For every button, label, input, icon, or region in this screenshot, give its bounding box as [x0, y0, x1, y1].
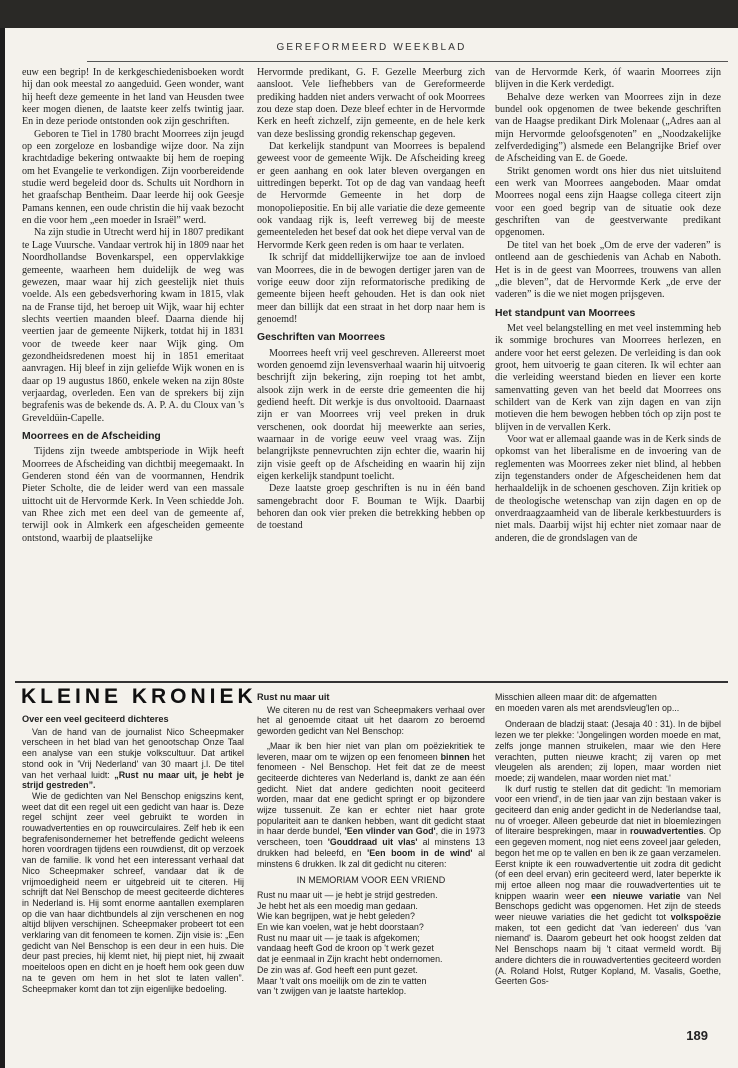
paragraph: Onderaan de bladzij staat: (Jesaja 40 : 31). In de bijbel lezen we ter plekke: 'Jongelingen worden moede en mat, zelfs jonge mannen struikelen, maar wie den Here verachten, putten nieuwe kracht; zij varen op met vleugelen als arenden; zij lopen, maar worden niet moede; zij wandelen, maar worden niet mat.'	[495, 719, 721, 783]
page-number: 189	[686, 1028, 708, 1043]
section-heading: Het standpunt van Moorrees	[495, 307, 636, 319]
header-rule	[87, 61, 728, 62]
paragraph: Wie de gedichten van Nel Benschop enigszins kent, weet dat dit een regel uit een gedicht van haar is. Deze regel schijnt zeer veel gebruikt te worden in rouwadvertenties en op rouwcirculaires. Zelf heb ik een begrafenisondernemer het betreffende gedicht weleens horen voordragen tijdens een rouwdienst, dit op verzoek van de familie. Ik vond het een interessant verhaal dat Nico Scheepmaker schreef, vandaar dat ik de vrijmoedigheid neem er uitgebreid uit te citeren. Hij schrijft dat Nel Benschop de meest geciteerde dichteres in Nederland is. Hij somt enorme aantallen exemplaren op die van haar dichtbundels al zijn verschenen en nog altijd blijven verschijnen. Scheepmaker probeert tot een verklaring van dit fenomeen te komen. Zijn visie is: „Een gedicht van Nel Benschop is een deur in een huis. Die deur past precies, hij klemt niet, hij piept niet, hij zwaait moeiteloos open en dicht en je hoeft hem ook geen duw na te geven om hem in het slot te laten vallen”. Scheepmaker komt dan tot zijn eigenlijke bedoeling.	[22, 790, 244, 994]
paragraph: Ik durf rustig te stellen dat dit gedicht: 'In memoriam voor een vriend', in de tien jaar van zijn bestaan vaker is geciteerd dan enig ander gedicht in de Nederlandse taal, nu of vroeger. Alleen gebeurde dat niet in bloemlezingen of literaire besprekingen, maar in rouwadvertenties. Op een gegeven moment, nog niet eens zoveel jaar geleden, begon het me op te vallen en ben ik ze gaan verzamelen. Eerst knipte ik een rouwadvertentie uit zodra dit gedicht (of een deel ervan) erin geciteerd werd, later beperkte ik mij ertoe alleen nog maar die rouwadvertenties uit te knippen waarin weer een nieuwe variatie van Nel Benschops gedicht was opgenomen. Het zijn de steeds weer nieuwe variaties die het gedicht tot volkspoëzie maken, tot een gedicht dat 'van iedereen' dus 'van niemand' is. Daarom gebeurt het ook hoogst zelden dat Nel Benschops naam bij 't citaat vermeld wordt. Bij andere dichters die in rouwadvertenties geciteerd worden (A. Roland Holst, Rutger Kopland, M. Vasalis, Goethe, Geerten Gos-	[495, 783, 721, 987]
paragraph: Hervormde predikant, G. F. Gezelle Meerburg zich aansloot. Vele liefhebbers van de Gereformeerde prediking hadden niet anders verwacht of ook Moorrees zou deze stap doen. Deze bleef echter in de Hervormde Kerk en heeft zichzelf, zijn gemeente, en de hele kerk van deze beslissing grondig rekenschap gegeven.	[257, 67, 485, 140]
section-heading: Moorrees en de Afscheiding	[22, 430, 161, 442]
poem: Rust nu maar uit — je hebt je strijd gestreden. Je hebt het als een moedig man gedaan. Wie kan begrijpen, wat je hebt geleden? En wie kan voelen, wat je hebt doorstaan? Rust nu maar uit — je taak is afgekomen; vandaag heeft God de kroon op 't werk gezet dat je eenmaal in Zijn kracht hebt ondernomen. De zin was af. God heeft een punt gezet. Maar 't valt ons moeilijk om de zin te vatten van 't zwijgen van je laatste harteklop.	[257, 889, 443, 997]
section-divider	[15, 681, 728, 683]
paragraph: Tijdens zijn tweede ambtsperiode in Wijk heeft Moorrees de Afscheiding van dichtbij meegemaakt. In Genderen stond één van de voormannen, Hendrik Pieter Scholte, die de leider werd van een massale uittocht uit de Hervormde Kerk. In Veen schiedde Joh. van Rhee zich met een deel van de gemeente af, terwijl ook in Almkerk een afgescheiden gemeente ontstond, waarbij de plaatselijke	[22, 446, 244, 544]
top-black-border	[0, 0, 738, 28]
kleine-kroniek-title: KLEINE KRONIEK	[21, 685, 257, 708]
paragraph: Voor wat er allemaal gaande was in de Kerk sinds de opkomst van het liberalisme en de invoering van de reglementen was Moorrees zeker niet blind, al hebben zijn tegenstanders onder de Afgescheidenen hem dat herhaaldelijk in de schoenen geschoven. Zijn kritiek op de theologische wetenschap van zijn dagen en op de onverdraagzaamheid van de liberale kerkbestuurders is niet mals. Daarbij wijst hij echter niet zomaar naar de anderen, die de grondslagen van de	[495, 433, 721, 544]
quote-paragraph: „Maar ik ben hier niet van plan om poëziekritiek te leveren, maar om te wijzen op een fenomeen binnen het fenomeen - Nel Benschop. Het feit dat ze de meest geciteerde dichteres van Nederland is, dankt ze aan één gedicht. Niet dat andere gedichten nooit geciteerd worden, maar dat ene gedicht springt er op bijzondere wijze tussenuit. Ze kan er echter niet haar grote populariteit aan te danken hebben, want dit gedicht staat in haar derde bundel, 'Een vlinder van God', die in 1973 verscheen, toen 'Gouddraad uit vlas' al minstens 13 drukken had beleefd, en 'Een boom in de wind' al minstens 6 drukken. Ik zal dit gedicht nu citeren:	[257, 740, 485, 869]
paragraph: Behalve deze werken van Moorrees zijn in deze bundel ook opgenomen de twee bekende geschriften van de Haagse predikant Dirk Molenaar („Adres aan al mijn Hervormde geloofsgenoten” en „Noodzakelijke zelfverdediging”) alsmede een Belangrijke Brief over de Afscheiding van E. de Goede.	[495, 91, 721, 165]
paragraph: van de Hervormde Kerk, óf waarin Moorrees zijn blijven in die Kerk verdedigt.	[495, 67, 721, 91]
paragraph: Moorrees heeft vrij veel geschreven. Allereerst moet worden genoemd zijn levensverhaal waarin hij uitvoerig beschrijft zijn bekering, zijn roeping tot het ambt, alsook zijn werk in de eerste drie gemeenten die hij gediend heeft. Dit werkje is dus onvoltooid. Daarnaast zijn er van Moorrees vrij veel preken in druk verschenen, ook doordat hij meewerkte aan series, waarnaar in de vorige eeuw veel vraag was. Zijn belangrijkste pennevruchten zijn echter die, waarin hij zijn visie geeft op de Afscheiding en waarin hij zijn eigen kerkelijk standpunt toelicht.	[257, 347, 485, 482]
kroniek-column-1	[22, 714, 244, 1034]
paragraph: We citeren nu de rest van Scheepmakers verhaal over het al genoemde citaat uit het daarom zo beroemd geworden gedicht van Nel Benschop:	[257, 704, 485, 737]
paragraph: Met veel belangstelling en met veel instemming heb ik sommige brochures van Moorrees herlezen, en andere voor het eerst gelezen. De verleiding is dan ook groot, hem uitvoerig te gaan citeren. Ik wil echter aan die verleiding weerstand bieden en liever een korte samenvatting geven van het beeld dat Moorrees ons schildert van de Kerk van zijn dagen en van zijn motieven die hem bewogen hebben tóch op zijn post te blijven in de vervallen Kerk.	[495, 322, 721, 433]
paragraph: Geboren te Tiel in 1780 bracht Moorrees zijn jeugd op een zorgeloze en losbandige wijze door. Na zijn krachtdadige bekering ontwaakte bij hem de roeping om het Evangelie te verkondigen. Zijn voorbereidende studie werd begeleid door ds. Schults uit Nordhorn in het graafschap Bentheim. Daar leerde hij ook Geesje Pamans kennen, een oude christin die hij vaak bezocht en die voor hem „een moeder in Israël” werd.	[22, 128, 244, 227]
paragraph: Ik schrijf dat middellijkerwijze toe aan de invloed van Moorrees, die in de bewogen dertiger jaren van de vorige eeuw door zijn reformatorische prediking de gemeente bijeen heeft gehouden. Het is dan ook niet meer dan billijk dat een straat in het dorp naar hem is genoemd!	[257, 252, 485, 325]
article-column-3	[495, 67, 721, 675]
paragraph: Na zijn studie in Utrecht werd hij in 1807 predikant te Lage Vuursche. Vandaar vertrok hij in 1809 naar het Noordhollandse Bovenkarspel, een oppervlakkige gemeente, waarheen hem duidelijk de weg was gewezen, maar waar hij zich geestelijk niet thuis voelde. Als een gebedsverhoring kwam in 1815, vlak na de Franse tijd, het beroep uit Wijk, waar hij echter slechts veertien maanden bleef. Daarna diende hij veertien jaar de gemeente Nijkerk, totdat hij in 1831 voor de tweede keer naar Wijk ging. Om gezondheidsredenen moest hij in 1851 emeritaat aanvragen. Hij bleef in zijn geliefde Wijk wonen en is daar op 19 augustus 1860, enkele weken na zijn 80ste verjaardag, overleden. Een van de sprekers bij zijn begrafenis was de bekende ds. A. P. A. du Cloux van 's Greveldüin-Capelle.	[22, 227, 244, 424]
section-heading: Geschriften van Moorrees	[257, 332, 386, 344]
article-column-1	[22, 67, 244, 675]
subsection-heading: Rust nu maar uit	[257, 692, 330, 702]
paragraph: Van de hand van de journalist Nico Scheepmaker verscheen in het blad van het genootschap Onze Taal een analyse van een stukje volkscultuur. Dat artikel stond ook in 'Vrij Nederland' van 30 maart j.l. De titel van het verhaal luidt: „Rust nu maar uit, je hebt je strijd gestreden”.	[22, 726, 244, 791]
subsection-heading: Over een veel geciteerd dichteres	[22, 714, 169, 724]
kroniek-column-3	[495, 692, 721, 1022]
magazine-page	[0, 28, 738, 1068]
paragraph: Strikt genomen wordt ons hier dus niet uitsluitend een werk van Moorrees aangeboden. Maar omdat Moorrees nogal eens zijn Haagse collega citeert zijn voor een goed begrip van de situatie ook deze geschriften van de geestverwante predikant opgenomen.	[495, 165, 721, 239]
paragraph: euw een begrip! In de kerkgeschiedenisboeken wordt hij dan ook meestal zo aangeduid. Geen wonder, want hij heeft deze gemeente in het land van Heusden twee keer mogen dienen, de laatste keer zelfs twintig jaar. En in deze periode ontstonden ook zijn geschriften.	[22, 67, 244, 128]
paragraph: Dat kerkelijk standpunt van Moorrees is bepalend geweest voor de gemeente Wijk. De Afscheiding kreeg er geen aanhang en ook later bleven overgangen en uittredingen beperkt. Tot op de dag van vandaag heeft de Hervormde Gemeente in het dorp de monopoliepositie. En bij alle variatie die deze gemeente ook vandaag rijk is, leeft verreweg bij de meeste gemeenteleden het besef dat ook het diepe verval van de Hervormde Kerk geen reden is om haar te verlaten.	[257, 141, 485, 251]
running-header: GEREFORMEERD WEEKBLAD	[276, 42, 467, 53]
poem-title: IN MEMORIAM VOOR EEN VRIEND	[296, 875, 446, 886]
article-column-2	[257, 67, 485, 675]
paragraph: De titel van het boek „Om de erve der vaderen” is ontleend aan de geschiedenis van Achab en Naboth. Het is in de geest van Moorrees, trouwens van allen „die bleven”, dat de Hervormde Kerk „de erve der vaderen” is die we niet mogen prijsgeven.	[495, 239, 721, 301]
kroniek-column-2	[257, 692, 485, 1042]
paragraph: Deze laatste groep geschriften is nu in één band samengebracht door F. Bouman te Wijk. Daarbij behoren dan ook vier preken die betrekking hebben op de toestand	[257, 483, 485, 532]
poem-continuation: Misschien alleen maar dit: de afgematten en moeden varen als met arendsvleug'len op...	[495, 692, 680, 713]
